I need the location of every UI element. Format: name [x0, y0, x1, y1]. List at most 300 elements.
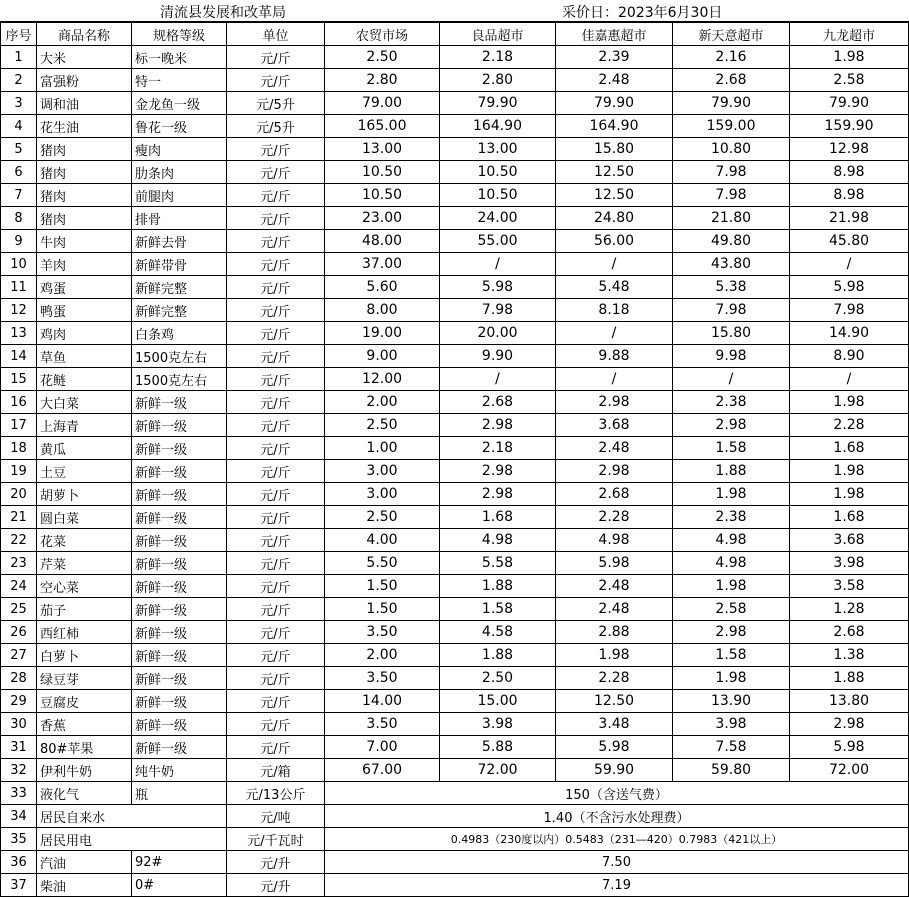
product-name: 芹菜 [37, 552, 132, 575]
spec-grade: 新鲜一级 [132, 391, 227, 414]
unit: 元/13公斤 [227, 782, 325, 805]
table-header-row [1, 23, 909, 46]
table-row [1, 345, 909, 368]
price-liangpin: / [440, 253, 556, 276]
price-jiajiahui: 2.48 [556, 69, 673, 92]
price-jiulong: 14.90 [790, 322, 909, 345]
product-name: 鸭蛋 [37, 299, 132, 322]
price-jiulong: 1.68 [790, 437, 909, 460]
spec-grade: 新鲜带骨 [132, 253, 227, 276]
product-name: 猪肉 [37, 184, 132, 207]
spec-grade: 新鲜一级 [132, 506, 227, 529]
price-xintianyi: 43.80 [673, 253, 790, 276]
product-name: 上海青 [37, 414, 132, 437]
table-row [1, 506, 909, 529]
row-number: 32 [1, 759, 37, 782]
price-liangpin: 5.58 [440, 552, 556, 575]
price-jiulong: 8.90 [790, 345, 909, 368]
price-jiajiahui: 1.98 [556, 644, 673, 667]
unit: 元/斤 [227, 598, 325, 621]
row-number: 31 [1, 736, 37, 759]
table-row [1, 690, 909, 713]
table-row [1, 759, 909, 782]
price-jiajiahui: / [556, 322, 673, 345]
table-row [1, 460, 909, 483]
unit: 元/千瓦时 [227, 828, 325, 851]
spec-grade: 前腿肉 [132, 184, 227, 207]
price-farm-market: 2.00 [325, 644, 440, 667]
price-jiajiahui: 3.48 [556, 713, 673, 736]
price-xintianyi: 1.58 [673, 644, 790, 667]
spec-grade: 1500克左右 [132, 345, 227, 368]
price-farm-market: 2.80 [325, 69, 440, 92]
column-header: 单位 [227, 23, 325, 46]
spec-grade: 新鲜一级 [132, 667, 227, 690]
row-number: 9 [1, 230, 37, 253]
price-jiulong: 2.98 [790, 713, 909, 736]
column-header: 新天意超市 [673, 23, 790, 46]
price-jiulong: 72.00 [790, 759, 909, 782]
unit: 元/斤 [227, 506, 325, 529]
unit: 元/斤 [227, 529, 325, 552]
spec-grade: 1500克左右 [132, 368, 227, 391]
unit: 元/斤 [227, 621, 325, 644]
price-farm-market: 2.50 [325, 46, 440, 69]
survey-date: 采价日：2023年6月30日 [562, 5, 723, 21]
column-header: 农贸市场 [325, 23, 440, 46]
price-xintianyi: 13.90 [673, 690, 790, 713]
price-liangpin: 79.90 [440, 92, 556, 115]
spec-grade: 特一 [132, 69, 227, 92]
price-liangpin: 2.18 [440, 46, 556, 69]
price-liangpin: 1.68 [440, 506, 556, 529]
spec-grade: 纯牛奶 [132, 759, 227, 782]
unit: 元/5升 [227, 115, 325, 138]
unit: 元/斤 [227, 690, 325, 713]
product-name: 居民用电 [37, 828, 227, 851]
unit: 元/斤 [227, 391, 325, 414]
product-name: 空心菜 [37, 575, 132, 598]
price-jiulong: 1.38 [790, 644, 909, 667]
price-liangpin: 3.98 [440, 713, 556, 736]
unit: 元/斤 [227, 253, 325, 276]
price-farm-market: 67.00 [325, 759, 440, 782]
price-jiajiahui: 12.50 [556, 690, 673, 713]
price-farm-market: 2.50 [325, 506, 440, 529]
price-liangpin: 15.00 [440, 690, 556, 713]
price-farm-market: 10.50 [325, 184, 440, 207]
price-liangpin: 9.90 [440, 345, 556, 368]
price-jiulong: 1.88 [790, 667, 909, 690]
price-xintianyi: 79.90 [673, 92, 790, 115]
price-farm-market: 23.00 [325, 207, 440, 230]
row-number: 35 [1, 828, 37, 851]
product-name: 鸡蛋 [37, 276, 132, 299]
price-farm-market: 3.50 [325, 667, 440, 690]
row-number: 20 [1, 483, 37, 506]
price-jiulong: 1.28 [790, 598, 909, 621]
unit: 元/箱 [227, 759, 325, 782]
table-row [1, 874, 909, 897]
unit: 元/斤 [227, 69, 325, 92]
product-name: 伊利牛奶 [37, 759, 132, 782]
price-xintianyi: 2.98 [673, 621, 790, 644]
row-number: 23 [1, 552, 37, 575]
product-name: 茄子 [37, 598, 132, 621]
price-xintianyi: 21.80 [673, 207, 790, 230]
price-jiajiahui: 5.48 [556, 276, 673, 299]
table-row [1, 322, 909, 345]
organization-title: 清流县发展和改革局 [160, 5, 286, 21]
unit: 元/斤 [227, 207, 325, 230]
price-jiulong: 2.68 [790, 621, 909, 644]
price-farm-market: 3.00 [325, 483, 440, 506]
product-name: 花生油 [37, 115, 132, 138]
spec-grade: 新鲜一级 [132, 414, 227, 437]
row-number: 15 [1, 368, 37, 391]
row-number: 22 [1, 529, 37, 552]
table-row [1, 414, 909, 437]
unit: 元/5升 [227, 92, 325, 115]
table-row [1, 644, 909, 667]
column-header: 九龙超市 [790, 23, 909, 46]
unit: 元/斤 [227, 276, 325, 299]
price-liangpin: 24.00 [440, 207, 556, 230]
price-liangpin: 164.90 [440, 115, 556, 138]
price-jiulong: 8.98 [790, 184, 909, 207]
price-farm-market: 9.00 [325, 345, 440, 368]
price-jiajiahui: / [556, 368, 673, 391]
sheet-title-bar [0, 0, 909, 22]
table-row [1, 299, 909, 322]
price-farm-market: 7.00 [325, 736, 440, 759]
unit: 元/斤 [227, 575, 325, 598]
price-xintianyi: 159.00 [673, 115, 790, 138]
row-number: 2 [1, 69, 37, 92]
row-number: 6 [1, 161, 37, 184]
table-row [1, 115, 909, 138]
row-number: 7 [1, 184, 37, 207]
price-farm-market: 12.00 [325, 368, 440, 391]
row-number: 33 [1, 782, 37, 805]
product-name: 猪肉 [37, 207, 132, 230]
price-liangpin: 7.98 [440, 299, 556, 322]
price-liangpin: 5.88 [440, 736, 556, 759]
product-name: 大米 [37, 46, 132, 69]
price-jiajiahui: 59.90 [556, 759, 673, 782]
price-jiulong: 1.98 [790, 46, 909, 69]
price-jiulong: 79.90 [790, 92, 909, 115]
spec-grade: 肋条肉 [132, 161, 227, 184]
row-number: 37 [1, 874, 37, 897]
row-number: 24 [1, 575, 37, 598]
price-jiajiahui: 3.68 [556, 414, 673, 437]
spec-grade: 92# [132, 851, 227, 874]
product-name: 猪肉 [37, 138, 132, 161]
product-name: 花菜 [37, 529, 132, 552]
spec-grade: 标一晚米 [132, 46, 227, 69]
price-farm-market: 37.00 [325, 253, 440, 276]
price-xintianyi: 2.58 [673, 598, 790, 621]
unit: 元/斤 [227, 299, 325, 322]
price-jiulong: 5.98 [790, 736, 909, 759]
price-liangpin: 10.50 [440, 161, 556, 184]
price-xintianyi: 2.16 [673, 46, 790, 69]
price-jiajiahui: 2.39 [556, 46, 673, 69]
column-header: 序号 [1, 23, 37, 46]
price-jiulong: / [790, 253, 909, 276]
unit: 元/斤 [227, 483, 325, 506]
spec-grade: 新鲜一级 [132, 736, 227, 759]
price-jiulong: / [790, 368, 909, 391]
product-name: 绿豆芽 [37, 667, 132, 690]
price-jiulong: 2.58 [790, 69, 909, 92]
price-liangpin: 55.00 [440, 230, 556, 253]
price-table [0, 22, 909, 897]
price-liangpin: 2.50 [440, 667, 556, 690]
price-jiulong: 45.80 [790, 230, 909, 253]
price-liangpin: 72.00 [440, 759, 556, 782]
product-name: 居民自来水 [37, 805, 227, 828]
unit: 元/升 [227, 851, 325, 874]
price-liangpin: 1.58 [440, 598, 556, 621]
price-xintianyi: 1.58 [673, 437, 790, 460]
row-number: 5 [1, 138, 37, 161]
price-jiulong: 1.68 [790, 506, 909, 529]
price-farm-market: 1.50 [325, 575, 440, 598]
product-name: 羊肉 [37, 253, 132, 276]
row-number: 11 [1, 276, 37, 299]
price-jiajiahui: 2.48 [556, 437, 673, 460]
price-farm-market: 5.60 [325, 276, 440, 299]
price-liangpin: 2.98 [440, 460, 556, 483]
table-row [1, 437, 909, 460]
table-row [1, 782, 909, 805]
price-farm-market: 14.00 [325, 690, 440, 713]
price-liangpin: 2.68 [440, 391, 556, 414]
row-number: 34 [1, 805, 37, 828]
spec-grade: 新鲜完整 [132, 276, 227, 299]
price-jiajiahui: 5.98 [556, 736, 673, 759]
table-row [1, 207, 909, 230]
price-jiajiahui: 9.88 [556, 345, 673, 368]
price-xintianyi: 2.38 [673, 391, 790, 414]
unit: 元/斤 [227, 713, 325, 736]
price-liangpin: 2.98 [440, 483, 556, 506]
price-jiajiahui: 5.98 [556, 552, 673, 575]
spec-grade: 新鲜去骨 [132, 230, 227, 253]
price-jiulong: 7.98 [790, 299, 909, 322]
price-jiulong: 159.90 [790, 115, 909, 138]
price-jiulong: 8.98 [790, 161, 909, 184]
price-jiulong: 1.98 [790, 460, 909, 483]
spec-grade: 金龙鱼一级 [132, 92, 227, 115]
spec-grade: 新鲜一级 [132, 690, 227, 713]
table-row [1, 552, 909, 575]
column-header: 佳嘉惠超市 [556, 23, 673, 46]
price-liangpin: 4.58 [440, 621, 556, 644]
price-jiajiahui: 24.80 [556, 207, 673, 230]
price-xintianyi: 15.80 [673, 322, 790, 345]
unit: 元/斤 [227, 345, 325, 368]
price-xintianyi: 49.80 [673, 230, 790, 253]
product-name: 圆白菜 [37, 506, 132, 529]
table-row [1, 483, 909, 506]
row-number: 13 [1, 322, 37, 345]
row-number: 28 [1, 667, 37, 690]
price-jiajiahui: 2.28 [556, 667, 673, 690]
price-liangpin: / [440, 368, 556, 391]
unit: 元/升 [227, 874, 325, 897]
product-name: 80#苹果 [37, 736, 132, 759]
unified-price: 7.19 [325, 874, 909, 897]
price-liangpin: 4.98 [440, 529, 556, 552]
price-xintianyi: 4.98 [673, 529, 790, 552]
row-number: 16 [1, 391, 37, 414]
product-name: 土豆 [37, 460, 132, 483]
price-farm-market: 4.00 [325, 529, 440, 552]
table-row [1, 391, 909, 414]
table-row [1, 161, 909, 184]
price-liangpin: 2.98 [440, 414, 556, 437]
price-jiajiahui: 2.48 [556, 575, 673, 598]
spec-grade: 新鲜一级 [132, 552, 227, 575]
table-row [1, 276, 909, 299]
price-xintianyi: 2.68 [673, 69, 790, 92]
price-farm-market: 1.00 [325, 437, 440, 460]
unified-price: 0.4983（230度以内）0.5483（231—420）0.7983（421以上） [325, 828, 909, 851]
unit: 元/斤 [227, 437, 325, 460]
price-farm-market: 2.00 [325, 391, 440, 414]
unit: 元/斤 [227, 552, 325, 575]
column-header: 商品名称 [37, 23, 132, 46]
row-number: 21 [1, 506, 37, 529]
table-row [1, 851, 909, 874]
price-jiajiahui: 2.88 [556, 621, 673, 644]
product-name: 花鲢 [37, 368, 132, 391]
price-jiajiahui: 12.50 [556, 161, 673, 184]
spec-grade: 鲁花一级 [132, 115, 227, 138]
table-row [1, 736, 909, 759]
row-number: 29 [1, 690, 37, 713]
row-number: 1 [1, 46, 37, 69]
price-farm-market: 79.00 [325, 92, 440, 115]
price-farm-market: 13.00 [325, 138, 440, 161]
product-name: 汽油 [37, 851, 132, 874]
table-row [1, 805, 909, 828]
price-jiulong: 1.98 [790, 391, 909, 414]
price-farm-market: 2.50 [325, 414, 440, 437]
product-name: 白萝卜 [37, 644, 132, 667]
product-name: 胡萝卜 [37, 483, 132, 506]
price-xintianyi: 10.80 [673, 138, 790, 161]
price-xintianyi: 1.98 [673, 483, 790, 506]
price-jiajiahui: 4.98 [556, 529, 673, 552]
spec-grade: 新鲜一级 [132, 713, 227, 736]
price-jiulong: 5.98 [790, 276, 909, 299]
price-xintianyi: 7.98 [673, 161, 790, 184]
unit: 元/斤 [227, 368, 325, 391]
price-farm-market: 10.50 [325, 161, 440, 184]
price-xintianyi: 3.98 [673, 713, 790, 736]
price-jiajiahui: 2.28 [556, 506, 673, 529]
spec-grade: 新鲜一级 [132, 598, 227, 621]
price-liangpin: 2.80 [440, 69, 556, 92]
unit: 元/斤 [227, 161, 325, 184]
price-xintianyi: 9.98 [673, 345, 790, 368]
row-number: 4 [1, 115, 37, 138]
spec-grade: 新鲜一级 [132, 621, 227, 644]
row-number: 17 [1, 414, 37, 437]
price-jiulong: 12.98 [790, 138, 909, 161]
price-xintianyi: 2.38 [673, 506, 790, 529]
unit: 元/斤 [227, 230, 325, 253]
product-name: 牛肉 [37, 230, 132, 253]
price-farm-market: 3.50 [325, 621, 440, 644]
product-name: 草鱼 [37, 345, 132, 368]
row-number: 19 [1, 460, 37, 483]
unit: 元/吨 [227, 805, 325, 828]
price-jiulong: 2.28 [790, 414, 909, 437]
price-farm-market: 8.00 [325, 299, 440, 322]
price-jiulong: 1.98 [790, 483, 909, 506]
product-name: 液化气 [37, 782, 132, 805]
unit: 元/斤 [227, 460, 325, 483]
spec-grade: 瓶 [132, 782, 227, 805]
product-name: 大白菜 [37, 391, 132, 414]
row-number: 25 [1, 598, 37, 621]
table-row [1, 368, 909, 391]
unit: 元/斤 [227, 644, 325, 667]
unit: 元/斤 [227, 46, 325, 69]
spec-grade: 新鲜一级 [132, 575, 227, 598]
price-liangpin: 2.18 [440, 437, 556, 460]
table-row [1, 621, 909, 644]
spec-grade: 新鲜一级 [132, 644, 227, 667]
spec-grade: 白条鸡 [132, 322, 227, 345]
unit: 元/斤 [227, 138, 325, 161]
table-row [1, 138, 909, 161]
price-xintianyi: 7.98 [673, 184, 790, 207]
price-jiulong: 3.68 [790, 529, 909, 552]
table-row [1, 529, 909, 552]
table-row [1, 46, 909, 69]
price-jiajiahui: 164.90 [556, 115, 673, 138]
spec-grade: 新鲜一级 [132, 483, 227, 506]
row-number: 8 [1, 207, 37, 230]
price-liangpin: 20.00 [440, 322, 556, 345]
price-jiajiahui: 8.18 [556, 299, 673, 322]
price-farm-market: 5.50 [325, 552, 440, 575]
row-number: 30 [1, 713, 37, 736]
price-jiajiahui: / [556, 253, 673, 276]
spec-grade: 瘦肉 [132, 138, 227, 161]
unit: 元/斤 [227, 184, 325, 207]
price-jiulong: 13.80 [790, 690, 909, 713]
unit: 元/斤 [227, 667, 325, 690]
unit: 元/斤 [227, 414, 325, 437]
price-jiajiahui: 15.80 [556, 138, 673, 161]
price-jiulong: 21.98 [790, 207, 909, 230]
table-row [1, 184, 909, 207]
table-row [1, 713, 909, 736]
price-xintianyi: 1.88 [673, 460, 790, 483]
spec-grade: 新鲜完整 [132, 299, 227, 322]
table-row [1, 69, 909, 92]
spec-grade: 新鲜一级 [132, 437, 227, 460]
table-row [1, 92, 909, 115]
unit: 元/斤 [227, 736, 325, 759]
